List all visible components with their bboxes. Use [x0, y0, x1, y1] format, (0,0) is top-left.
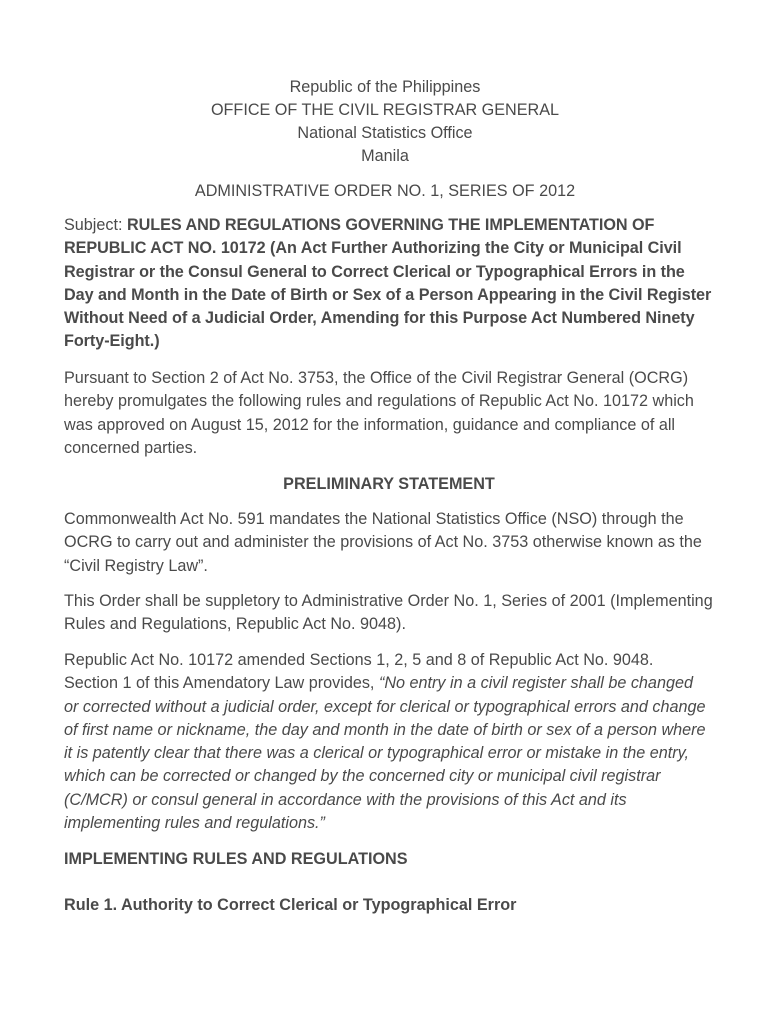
- subject-label: Subject:: [64, 216, 127, 234]
- amendment-plain-text: Republic Act No. 10172 amended Sections 1, 2, 5 and 8 of Republic Act No. 9048. Section 1 of this Amendatory Law provides,: [64, 651, 654, 693]
- intro-paragraph: Pursuant to Section 2 of Act No. 3753, the Office of the Civil Registrar General (OCRG) hereby promulgates the following rules and regulations of Republic Act No. 10172 which was approved on August 15, 2012 for the information, guidance and compliance of all concerned parties.: [64, 369, 694, 457]
- order-title: ADMINISTRATIVE ORDER NO. 1, SERIES OF 2012: [194, 182, 576, 200]
- irr-heading: IMPLEMENTING RULES AND REGULATIONS: [64, 850, 408, 868]
- rule1-heading: Rule 1. Authority to Correct Clerical or Typographical Error: [64, 896, 517, 914]
- commonwealth-paragraph: Commonwealth Act No. 591 mandates the National Statistics Office (NSO) through the OCRG to carry out and administer the provisions of Act No. 3753 otherwise known as the “Civil Registry Law”.: [64, 510, 702, 575]
- subject-paragraph: [64, 214, 714, 354]
- header-city: Manila: [361, 147, 409, 165]
- subject-text: RULES AND REGULATIONS GOVERNING THE IMPLEMENTATION OF REPUBLIC ACT NO. 10172 (An Act Further Authorizing the City or Municipal Civil Registrar or the Consul General to Correct Clerical or Typographical Errors in the Day and Month in the Date of Birth or Sex of a Person Appearing in the Civil Register Without Need of a Judicial Order, Amending for this Purpose Act Numbered Ninety Forty-Eight.): [64, 216, 712, 351]
- header-office: OFFICE OF THE CIVIL REGISTRAR GENERAL: [210, 101, 560, 119]
- amendment-quote: “No entry in a civil register shall be changed or corrected without a judicial order, except for clerical or typographical errors and change of first name or nickname, the day and month in the date of birth or sex of a person where it is patently clear that there was a clerical or typographical error or mistake in the entry, which can be corrected or changed by the concerned city or municipal civil registrar (C/MCR) or consul general in accordance with the provisions of this Act and its implementing rules and regulations.”: [64, 674, 706, 833]
- suppletory-paragraph: This Order shall be suppletory to Administrative Order No. 1, Series of 2001 (Implementing Rules and Regulations, Republic Act No. 9048).: [64, 592, 713, 634]
- preliminary-heading: PRELIMINARY STATEMENT: [283, 475, 495, 493]
- header-republic: Republic of the Philippines: [289, 78, 481, 96]
- amendment-paragraph: [64, 649, 710, 835]
- header-agency: National Statistics Office: [297, 124, 473, 142]
